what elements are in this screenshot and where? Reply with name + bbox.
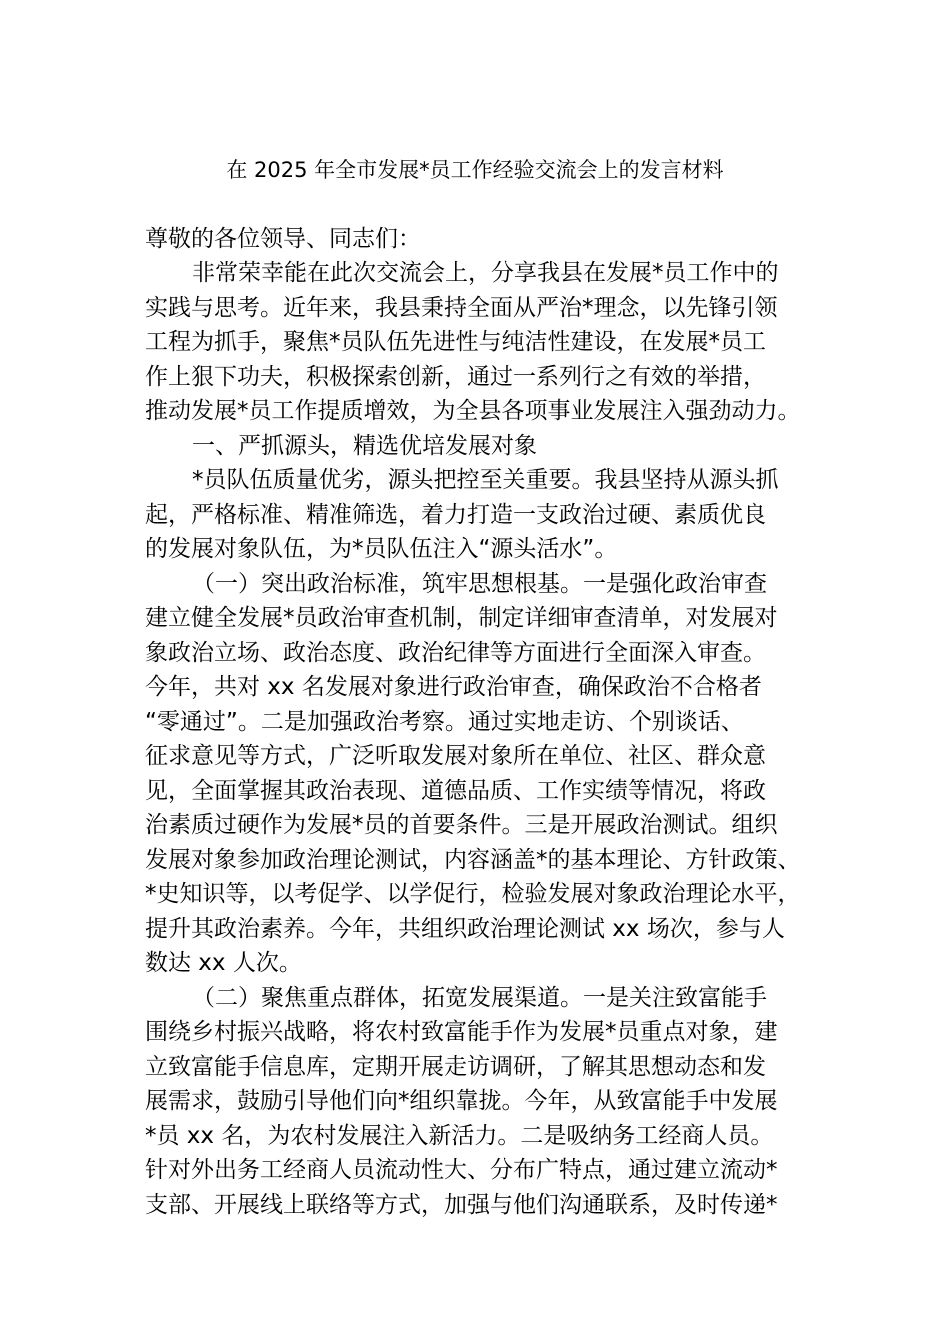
- paragraph-line: 展需求，鼓励引导他们向*组织靠拢。今年，从致富能手中发展: [145, 1088, 778, 1114]
- paragraph-line: *员 xx 名，为农村发展注入新活力。二是吸纳务工经商人员。: [145, 1123, 774, 1149]
- paragraph-line: “零通过”。二是加强政治考察。通过实地走访、个别谈话、: [145, 709, 744, 735]
- paragraph-line: 非常荣幸能在此次交流会上，分享我县在发展*员工作中的: [192, 260, 779, 286]
- paragraph-line: 针对外出务工经商人员流动性大、分布广特点，通过建立流动*: [145, 1157, 778, 1183]
- paragraph-line: 工程为抓手，聚焦*员队伍先进性与纯洁性建设，在发展*员工: [145, 329, 766, 355]
- paragraph-line: 今年，共对 xx 名发展对象进行政治审查，确保政治不合格者: [145, 674, 762, 700]
- salutation-line: 尊敬的各位领导、同志们：: [145, 226, 421, 252]
- paragraph-line: 数达 xx 人次。: [145, 950, 302, 976]
- paragraph-line: 见，全面掌握其政治表现、道德品质、工作实绩等情况，将政: [145, 778, 766, 804]
- paragraph-line: 建立健全发展*员政治审查机制，制定详细审查清单，对发展对: [145, 605, 778, 631]
- paragraph-line: 围绕乡村振兴战略，将农村致富能手作为发展*员重点对象，建: [145, 1019, 778, 1045]
- paragraph-line: 推动发展*员工作提质增效，为全县各项事业发展注入强劲动力。: [145, 398, 801, 424]
- paragraph-line: 治素质过硬作为发展*员的首要条件。三是开展政治测试。组织: [145, 812, 778, 838]
- paragraph-line: 发展对象参加政治理论测试，内容涵盖*的基本理论、方针政策、: [145, 847, 801, 873]
- paragraph-line: *员队伍质量优劣，源头把控至关重要。我县坚持从源头抓: [192, 467, 779, 493]
- paragraph-line: 支部、开展线上联络等方式，加强与他们沟通联系，及时传递*: [145, 1192, 778, 1218]
- paragraph-line: 象政治立场、政治态度、政治纪律等方面进行全面深入审查。: [145, 640, 766, 666]
- paragraph-line: 提升其政治素养。今年，共组织政治理论测试 xx 场次，参与人: [145, 916, 785, 942]
- paragraph-line: *史知识等，以考促学、以学促行，检验发展对象政治理论水平，: [145, 881, 801, 907]
- paragraph-line: 实践与思考。近年来，我县秉持全面从严治*理念，以先锋引领: [145, 295, 778, 321]
- paragraph-line: 的发展对象队伍，为*员队伍注入“源头活水”。: [145, 536, 618, 562]
- document-title: 在 2025 年全市发展*员工作经验交流会上的发言材料: [226, 158, 724, 182]
- subsection-heading-line: （一）突出政治标准，筑牢思想根基。一是强化政治审查: [192, 571, 767, 597]
- subsection-heading-line: （二）聚焦重点群体，拓宽发展渠道。一是关注致富能手: [192, 985, 767, 1011]
- paragraph-line: 立致富能手信息库，定期开展走访调研，了解其思想动态和发: [145, 1054, 766, 1080]
- paragraph-line: 起，严格标准、精准筛选，着力打造一支政治过硬、素质优良: [145, 502, 766, 528]
- section-heading: 一、严抓源头，精选优培发展对象: [192, 433, 537, 459]
- paragraph-line: 征求意见等方式，广泛听取发展对象所在单位、社区、群众意: [145, 743, 766, 769]
- paragraph-line: 作上狠下功夫，积极探索创新，通过一系列行之有效的举措，: [145, 364, 766, 390]
